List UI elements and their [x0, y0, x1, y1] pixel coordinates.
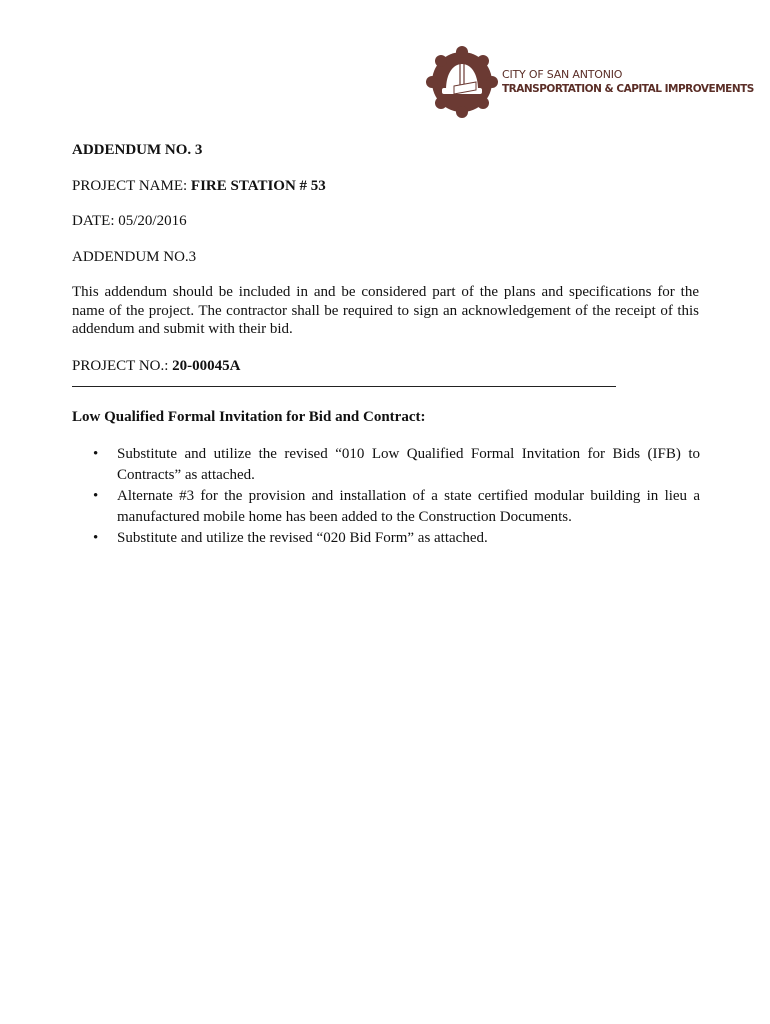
intro-paragraph: This addendum should be included in and be considered part of the plans and specifications for the name of the project. The contractor shall be required to sign an acknowledgement of the receipt of this addendum and submit with their bid.	[72, 284, 699, 337]
addendum-number-line: ADDENDUM NO.3	[72, 249, 197, 265]
section-title: Low Qualified Formal Invitation for Bid and Contract:	[72, 409, 426, 425]
logo-city-name: CITY OF SAN ANTONIO	[502, 68, 623, 81]
list-item	[93, 486, 700, 528]
list-item-text: Substitute and utilize the revised “020 Bid Form” as attached.	[117, 530, 488, 546]
bullet-icon: •	[93, 488, 99, 504]
project-name-value: FIRE STATION # 53	[190, 178, 326, 194]
list-item	[93, 528, 700, 549]
list-item-text: Substitute and utilize the revised “010 Low Qualified Formal Invitation for Bids (IFB) to Contracts” as attached.	[117, 446, 700, 483]
date-line: DATE: 05/20/2016	[72, 213, 187, 229]
project-number-value: 20-00045A	[172, 358, 241, 374]
city-logo	[424, 46, 754, 116]
addendum-heading: ADDENDUM NO. 3	[72, 142, 203, 158]
bullet-list	[93, 444, 700, 549]
list-item-text: Alternate #3 for the provision and installation of a state certified modular building in lieu a manufactured mobile home has been added to the Construction Documents.	[117, 488, 700, 525]
bullet-icon: •	[93, 446, 99, 462]
project-name-label: PROJECT NAME:	[72, 178, 191, 194]
project-number-line	[72, 357, 700, 376]
horizontal-rule	[72, 386, 616, 387]
bullet-icon: •	[93, 530, 99, 546]
logo-department-name: TRANSPORTATION & CAPITAL IMPROVEMENTS	[502, 83, 754, 95]
list-item	[93, 444, 700, 486]
seal-icon	[424, 46, 500, 118]
project-number-label: PROJECT NO.:	[72, 358, 173, 374]
project-name-line	[72, 177, 700, 196]
